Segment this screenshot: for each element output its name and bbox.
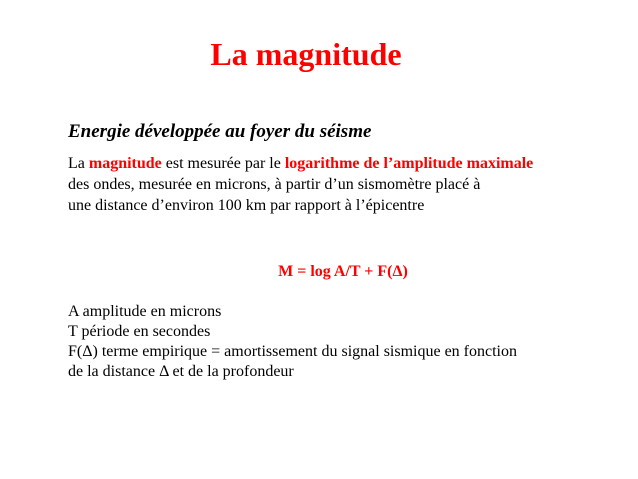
slide-subtitle: Energie développée au foyer du séisme: [68, 121, 372, 142]
highlight-magnitude: magnitude: [88, 155, 162, 172]
slide-title: La magnitude: [210, 36, 402, 72]
paragraph-text: est mesurée par le: [161, 155, 285, 172]
highlight-logarithm: logarithme de l’amplitude maximale: [284, 155, 534, 172]
definition-item: F(Δ) terme empirique = amortissement du signal sismique en fonction: [68, 343, 517, 360]
description-paragraph: [68, 153, 533, 216]
definitions-list: [68, 302, 517, 382]
definition-item: de la distance Δ et de la profondeur: [68, 363, 294, 380]
magnitude-formula: M = log A/T + F(Δ): [278, 263, 408, 280]
definition-item: A amplitude en microns: [68, 303, 222, 320]
paragraph-line-2: des ondes, mesurée en microns, à partir d’un sismomètre placé à: [68, 176, 481, 193]
definition-item: T période en secondes: [68, 323, 211, 340]
paragraph-line-1: [68, 153, 533, 174]
paragraph-text: La: [68, 155, 89, 172]
paragraph-line-3: une distance d’environ 100 km par rapport à l’épicentre: [68, 197, 425, 214]
